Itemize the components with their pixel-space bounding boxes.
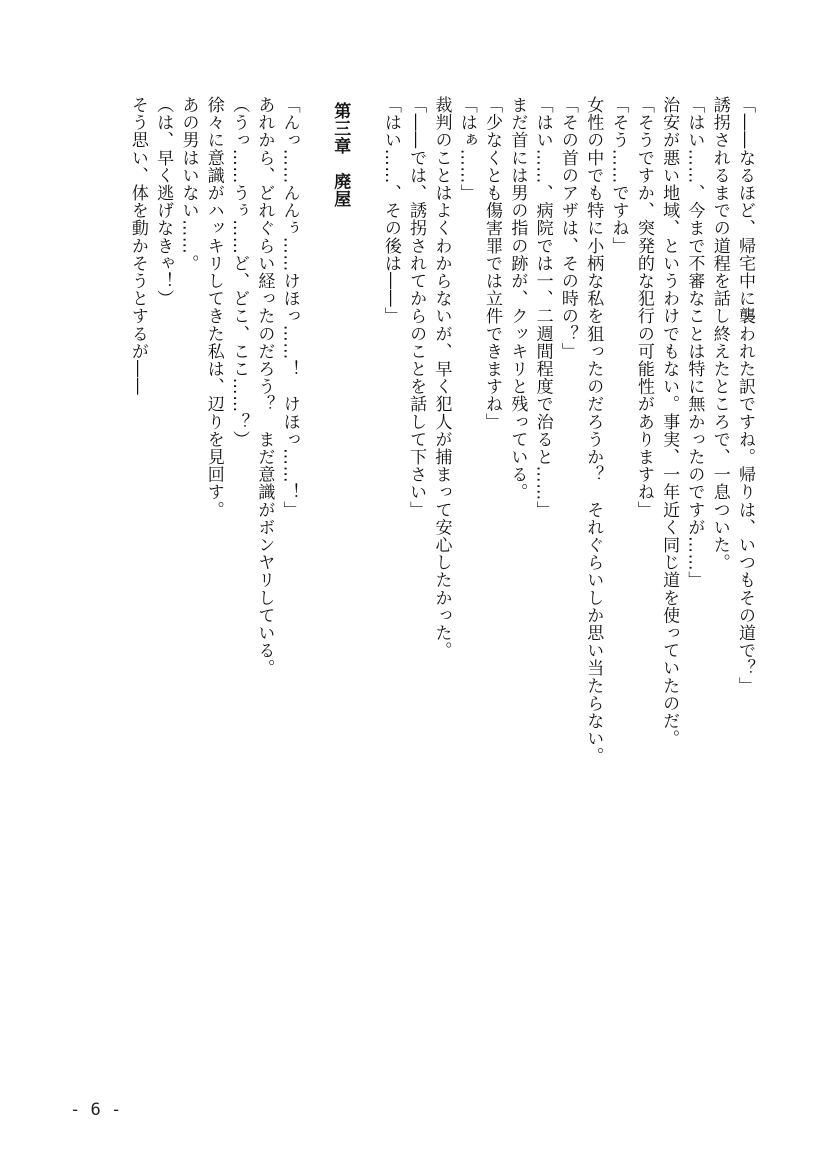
text-line: 「はい……、今まで不審なことは特に無かったのですが……」 — [684, 96, 705, 589]
text-line: 「はい……、その後は――」 — [380, 96, 401, 325]
text-line: 誘拐されるまでの道程を話し終えたところで、一息ついた。 — [709, 96, 730, 572]
text-line: 「その首のアザは、その時の？」 — [557, 96, 578, 360]
chapter-title: 第三章 廃屋 — [330, 102, 351, 208]
blank-line — [352, 96, 377, 816]
text-line: （は、早く逃げなきゃ！） — [153, 96, 174, 308]
text-line: 「そう……ですね」 — [608, 96, 629, 255]
text-line: 「少なくとも傷害罪では立件できますね」 — [482, 96, 503, 431]
text-line: 「はい……、病院では一、二週間程度で治ると……」 — [532, 96, 553, 519]
text-line: 「――では、誘拐されてからのことを話して下さい」 — [406, 96, 427, 519]
text-line: 「――なるほど、帰宅中に襲われた訳ですね。帰りは、いつもその道で？」 — [735, 96, 755, 695]
text-line: 徐々に意識がハッキリしてきた私は、辺りを見回す。 — [203, 96, 224, 519]
blank-line — [302, 96, 327, 816]
text-line: 「そうですか、突発的な犯行の可能性がありますね」 — [633, 96, 654, 519]
text-line: 女性の中でも特に小柄な私を狙ったのだろうか？ それぐらいしか思い当たらない。 — [583, 96, 604, 765]
text-line: あの男はいない……。 — [178, 96, 199, 272]
vertical-text-body — [125, 96, 757, 816]
page-number: - 6 - — [70, 1100, 122, 1120]
text-line: 裁判のことはよくわからないが、早く犯人が捕まって安心したかった。 — [431, 96, 452, 660]
text-line: そう思い、体を動かそうとするが―― — [127, 96, 148, 396]
text-line: （うっ……うぅ……ど、どこ、ここ……？） — [229, 96, 250, 448]
text-line: 「んっ……んんぅ……けほっ……！ けほっ……！」 — [279, 96, 300, 519]
text-line: 治安が悪い地域、というわけでもない。事実、一年近く同じ道を使っていたのだ。 — [659, 96, 680, 748]
text-line: まだ首には男の指の跡が、クッキリと残っている。 — [507, 96, 528, 501]
text-line: 「はぁ……」 — [456, 96, 477, 202]
text-line: あれから、どれぐらい経ったのだろう？ まだ意識がボンヤリしている。 — [254, 96, 275, 677]
